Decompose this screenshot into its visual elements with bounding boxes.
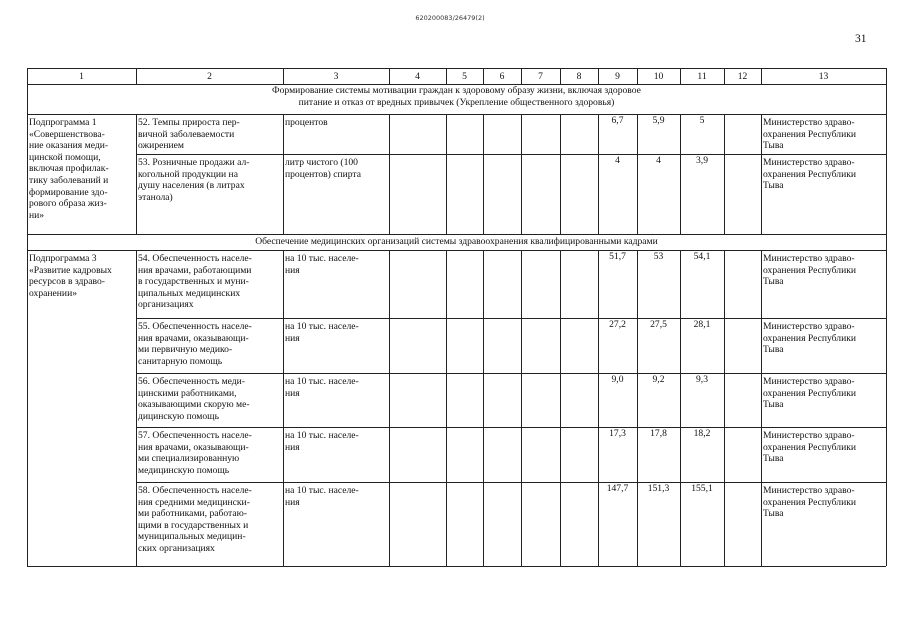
executor-56: Министерство здраво- охранения Республики Тыва bbox=[763, 376, 857, 411]
executor-58: Министерство здраво- охранения Республики Тыва bbox=[763, 485, 857, 520]
column-rule bbox=[136, 68, 137, 84]
table-rule bbox=[136, 318, 886, 319]
unit-53: литр чистого (100 процентов) спирта bbox=[285, 157, 362, 180]
column-rule bbox=[483, 250, 484, 566]
executor-57: Министерство здраво- охранения Республики Тыва bbox=[763, 430, 857, 465]
subprogram-1-name: Подпрограмма 1 «Совершенствова- ние оказания меди- цинской помощи, включая профилак- тику заболеваний и формирование здо- рового образа жиз- ни» bbox=[29, 117, 109, 221]
value-55-col9: 27,2 bbox=[609, 319, 626, 330]
column-rule bbox=[136, 250, 137, 566]
value-53-col10: 4 bbox=[656, 155, 661, 166]
value-56-col9: 9,0 bbox=[611, 374, 624, 385]
value-58-col9: 147,7 bbox=[606, 483, 629, 494]
value-57-col9: 17,3 bbox=[609, 428, 626, 439]
indicator-53: 53. Розничные продажи ал- когольной продукции на душу населения (в литрах этанола) bbox=[138, 157, 250, 203]
table-rule bbox=[136, 154, 886, 155]
executor-55: Министерство здраво- охранения Республики Тыва bbox=[763, 321, 857, 356]
col-header-3: 3 bbox=[333, 71, 339, 82]
column-rule bbox=[637, 114, 638, 234]
value-52-col11: 5 bbox=[699, 115, 705, 126]
column-rule bbox=[598, 250, 599, 566]
col-header-5: 5 bbox=[462, 71, 467, 82]
column-rule bbox=[724, 114, 725, 234]
column-rule bbox=[761, 68, 762, 84]
column-rule bbox=[680, 250, 681, 566]
column-rule bbox=[521, 114, 522, 234]
column-rule bbox=[637, 68, 638, 84]
column-rule bbox=[761, 114, 762, 234]
column-rule bbox=[560, 68, 561, 84]
column-rule bbox=[446, 68, 447, 84]
value-53-col11: 3,9 bbox=[696, 155, 708, 166]
col-header-12: 12 bbox=[737, 71, 748, 82]
document-id: 620200083/26479(2) bbox=[415, 14, 485, 22]
column-rule bbox=[637, 250, 638, 566]
value-58-col11: 155,1 bbox=[691, 483, 713, 494]
column-rule bbox=[483, 68, 484, 84]
table-rule bbox=[27, 234, 886, 235]
col-header-9: 9 bbox=[615, 71, 620, 82]
column-rule bbox=[598, 68, 599, 84]
value-57-col10: 17,8 bbox=[650, 428, 667, 439]
unit-52: процентов bbox=[285, 117, 328, 128]
table-border-top bbox=[27, 68, 886, 69]
value-54-col9: 51,7 bbox=[609, 251, 626, 262]
column-rule bbox=[680, 68, 681, 84]
col-header-8: 8 bbox=[576, 71, 582, 82]
column-rule bbox=[560, 114, 561, 234]
column-rule bbox=[283, 250, 284, 566]
table-rule bbox=[136, 427, 886, 428]
column-rule bbox=[446, 250, 447, 566]
table-border-right bbox=[886, 68, 887, 566]
column-rule bbox=[136, 114, 137, 234]
col-header-10: 10 bbox=[653, 71, 664, 82]
indicator-52: 52. Темпы прироста пер- вичной заболеваемости ожирением bbox=[138, 117, 240, 152]
column-rule bbox=[283, 68, 284, 84]
unit-57: на 10 тыс. населе- ния bbox=[285, 430, 359, 453]
table-rule bbox=[136, 482, 886, 483]
subprogram-3-name: Подпрограмма 3 «Развитие кадровых ресурсов в здраво- охранении» bbox=[29, 253, 112, 299]
col-header-7: 7 bbox=[538, 71, 543, 82]
col-header-2: 2 bbox=[207, 71, 212, 82]
column-rule bbox=[483, 114, 484, 234]
column-rule bbox=[724, 250, 725, 566]
indicator-58: 58. Обеспеченность населе- ния средними медицински- ми работниками, работаю- щими в государственных и муниципальных медицин- ских организациях bbox=[138, 485, 252, 554]
page-number: 31 bbox=[855, 33, 867, 45]
value-57-col11: 18,2 bbox=[693, 428, 711, 439]
table-border-left bbox=[27, 68, 28, 566]
column-rule bbox=[521, 250, 522, 566]
value-54-col11: 54,1 bbox=[693, 251, 711, 262]
table-rule bbox=[27, 114, 886, 115]
col-header-11: 11 bbox=[697, 71, 707, 82]
col-header-4: 4 bbox=[415, 71, 420, 82]
column-rule bbox=[724, 68, 725, 84]
executor-52: Министерство здраво- охранения Республики Тыва bbox=[763, 117, 857, 152]
indicator-55: 55. Обеспеченность населе- ния врачами, оказывающи- ми первичную медико- санитарную помощь bbox=[138, 321, 252, 367]
value-55-col10: 27,5 bbox=[650, 319, 667, 330]
value-58-col10: 151,3 bbox=[647, 483, 670, 494]
section-title-staffing: Обеспечение медицинских организаций системы здравоохранения квалифицированными кадрами bbox=[255, 236, 658, 247]
indicator-54: 54. Обеспеченность населе- ния врачами, работающими в государственных и муни- ципальных медицинских организациях bbox=[138, 253, 252, 311]
unit-54: на 10 тыс. населе- ния bbox=[285, 253, 359, 276]
section-title-motivation: Формирование системы мотивации граждан к здоровому образу жизни, включая здоровое питание и отказ от вредных привычек (Укрепление общественного здоровья) bbox=[272, 85, 641, 108]
column-rule bbox=[389, 250, 390, 566]
unit-58: на 10 тыс. населе- ния bbox=[285, 485, 359, 508]
col-header-13: 13 bbox=[818, 71, 829, 82]
col-header-1: 1 bbox=[79, 71, 84, 82]
column-rule bbox=[389, 68, 390, 84]
column-rule bbox=[680, 114, 681, 234]
column-rule bbox=[283, 114, 284, 234]
indicator-56: 56. Обеспеченность меди- цинскими работниками, оказывающими скорую ме- дицинскую помощь bbox=[138, 376, 250, 422]
value-56-col10: 9,2 bbox=[652, 374, 665, 385]
executor-53: Министерство здраво- охранения Республики Тыва bbox=[763, 157, 857, 192]
column-rule bbox=[560, 250, 561, 566]
executor-54: Министерство здраво- охранения Республики Тыва bbox=[763, 253, 857, 288]
unit-56: на 10 тыс. населе- ния bbox=[285, 376, 359, 399]
column-rule bbox=[521, 68, 522, 84]
value-53-col9: 4 bbox=[615, 155, 620, 166]
unit-55: на 10 тыс. населе- ния bbox=[285, 321, 359, 344]
value-55-col11: 28,1 bbox=[693, 319, 711, 330]
table-border-bottom bbox=[27, 566, 886, 567]
indicator-57: 57. Обеспеченность населе- ния врачами, оказывающи- ми специализированную медицинскую помощь bbox=[138, 430, 252, 476]
table-rule bbox=[27, 84, 886, 85]
table-rule bbox=[136, 373, 886, 374]
table-rule bbox=[27, 250, 886, 251]
value-56-col11: 9,3 bbox=[696, 374, 708, 385]
col-header-6: 6 bbox=[499, 71, 505, 82]
column-rule bbox=[761, 250, 762, 566]
value-52-col10: 5,9 bbox=[652, 115, 665, 126]
value-52-col9: 6,7 bbox=[611, 115, 624, 126]
value-54-col10: 53 bbox=[653, 251, 664, 262]
column-rule bbox=[446, 114, 447, 234]
column-rule bbox=[598, 114, 599, 234]
column-rule bbox=[389, 114, 390, 234]
